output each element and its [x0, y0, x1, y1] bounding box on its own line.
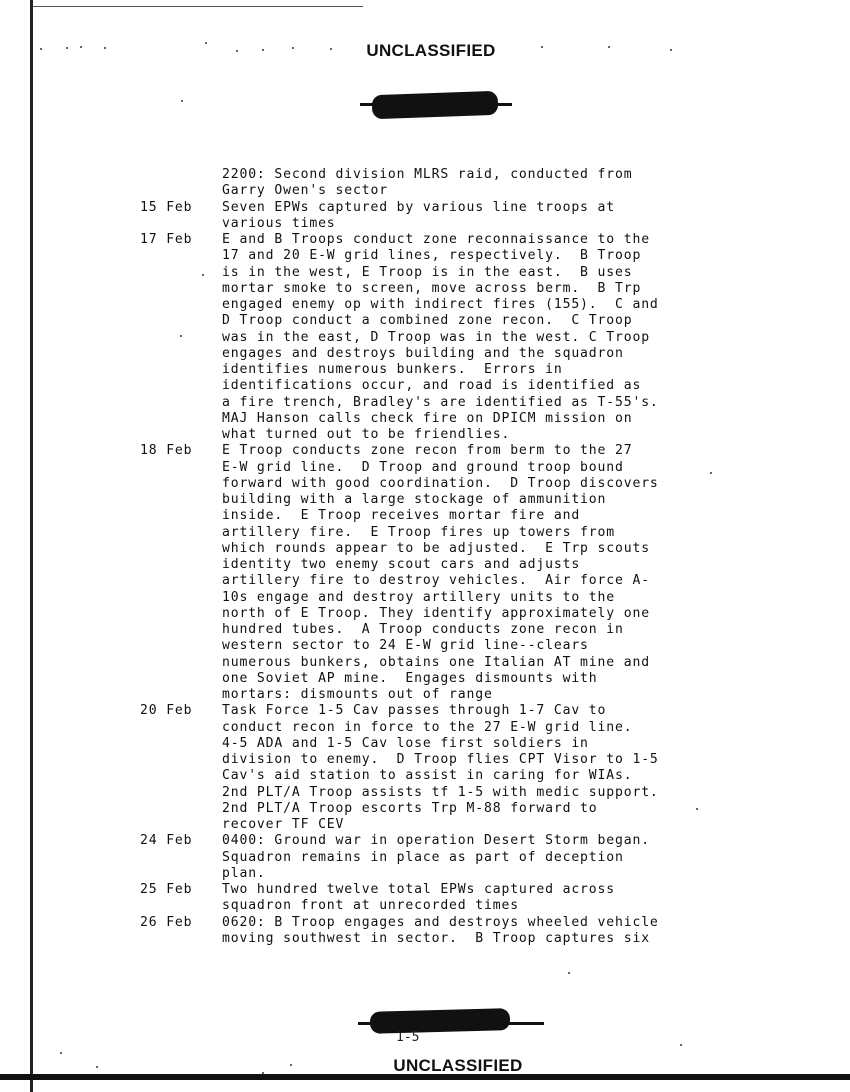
entry-line: a fire trench, Bradley's are identified as T-55's. [222, 394, 659, 410]
redaction-block [372, 91, 499, 119]
entry-text [222, 915, 760, 948]
entry-text [222, 833, 760, 882]
chronology-entry [140, 703, 760, 833]
entry-line: forward with good coordination. D Troop discovers [222, 475, 659, 491]
entry-line: north of E Troop. They identify approximately one [222, 605, 650, 621]
entry-line: numerous bunkers, obtains one Italian AT mine and [222, 654, 650, 670]
entry-date: 24 Feb [140, 833, 193, 849]
chronology-entry [140, 443, 760, 703]
entry-line: was in the east, D Troop was in the west. C Troop [222, 329, 650, 345]
entry-line: division to enemy. D Troop flies CPT Visor to 1-5 [222, 752, 659, 767]
entry-line: conduct recon in force to the 27 E-W grid line. [222, 719, 633, 735]
entry-line: 2nd PLT/A Troop assists tf 1-5 with medic support. [222, 784, 659, 800]
entry-line: inside. E Troop receives mortar fire and [222, 508, 581, 524]
entry-line: 2200: Second division MLRS raid, conducted from [222, 167, 633, 182]
entry-text [222, 703, 760, 833]
page-number: 1-5 [396, 1030, 420, 1045]
entry-date: 15 Feb [140, 199, 193, 215]
scan-left-edge [30, 0, 33, 1092]
entry-line: moving southwest in sector. B Troop captures six [222, 930, 650, 946]
chronology-entry [140, 915, 760, 948]
chronology-list [140, 167, 760, 947]
entry-text [222, 167, 760, 200]
entry-line: 10s engage and destroy artillery units to the [222, 589, 615, 605]
entry-line: Cav's aid station to assist in caring for WIAs. [222, 768, 633, 784]
scan-top-edge [33, 6, 363, 7]
entry-line: western sector to 24 E-W grid line--clears [222, 638, 589, 654]
entry-line: E-W grid line. D Troop and ground troop bound [222, 459, 624, 475]
entry-date: 25 Feb [140, 882, 193, 897]
chronology-entry [140, 167, 760, 200]
entry-text [222, 232, 760, 443]
entry-line: Two hundred twelve total EPWs captured across [222, 882, 615, 897]
entry-line: mortars: dismounts out of range [222, 687, 493, 702]
classification-header: UNCLASSIFIED [366, 41, 496, 60]
entry-line: is in the west, E Troop is in the east. B uses [222, 264, 633, 280]
entry-line: which rounds appear to be adjusted. E Trp scouts [222, 540, 650, 556]
entry-line: mortar smoke to screen, move across berm. B Trp [222, 280, 642, 296]
entry-line: building with a large stockage of ammunition [222, 492, 607, 507]
chronology-entry [140, 200, 760, 233]
entry-line: artillery fire to destroy vehicles. Air force A- [222, 573, 650, 589]
entry-line: squadron front at unrecorded times [222, 898, 519, 914]
entry-line: 0400: Ground war in operation Desert Storm began. [222, 833, 650, 849]
entry-line: D Troop conduct a combined zone recon. C Troop [222, 313, 633, 329]
chronology-entry [140, 882, 760, 915]
entry-date: 20 Feb [140, 703, 193, 719]
entry-line: identifies numerous bunkers. Errors in [222, 362, 563, 377]
entry-line: MAJ Hanson calls check fire on DPICM mission on [222, 410, 633, 426]
entry-line: 0620: B Troop engages and destroys wheeled vehicle [222, 914, 659, 930]
entry-line: E and B Troops conduct zone reconnaissance to the [222, 232, 650, 247]
scan-speck [60, 1052, 62, 1054]
entry-line: E Troop conducts zone recon from berm to the 27 [222, 443, 633, 459]
entry-date: 17 Feb [140, 232, 193, 247]
entry-date: 18 Feb [140, 443, 193, 459]
entry-line: identifications occur, and road is identified as [222, 378, 642, 394]
entry-line: identity two enemy scout cars and adjusts [222, 557, 581, 572]
entry-line: Seven EPWs captured by various line troops at [222, 199, 615, 215]
entry-text [222, 882, 760, 915]
scan-speck [568, 972, 570, 974]
entry-line: artillery fire. E Troop fires up towers from [222, 524, 615, 540]
redaction-block [370, 1008, 511, 1034]
entry-text [222, 443, 760, 703]
entry-line: various times [222, 215, 336, 231]
entry-line: 2nd PLT/A Troop escorts Trp M-88 forward to [222, 800, 598, 816]
entry-line: what turned out to be friendlies. [222, 427, 511, 442]
entry-line: Squadron remains in place as part of deception [222, 849, 624, 865]
entry-line: engaged enemy op with indirect fires (155). C and [222, 297, 659, 312]
entry-text [222, 200, 760, 233]
scan-speck [181, 100, 183, 102]
entry-line: 17 and 20 E-W grid lines, respectively. B Troop [222, 248, 642, 264]
chronology-entry [140, 232, 760, 443]
entry-line: one Soviet AP mine. Engages dismounts with [222, 670, 598, 686]
entry-line: engages and destroys building and the squadron [222, 345, 624, 361]
entry-date: 26 Feb [140, 914, 193, 930]
entry-line: Task Force 1-5 Cav passes through 1-7 Cav to [222, 703, 607, 719]
entry-line: 4-5 ADA and 1-5 Cav lose first soldiers in [222, 735, 589, 751]
classification-footer: UNCLASSIFIED [393, 1056, 523, 1075]
entry-line: plan. [222, 865, 266, 881]
entry-line: Garry Owen's sector [222, 183, 388, 199]
entry-line: hundred tubes. A Troop conducts zone recon in [222, 622, 624, 637]
entry-date [140, 167, 222, 200]
scan-speck [680, 1044, 682, 1046]
entry-line: recover TF CEV [222, 817, 345, 832]
chronology-entry [140, 833, 760, 882]
